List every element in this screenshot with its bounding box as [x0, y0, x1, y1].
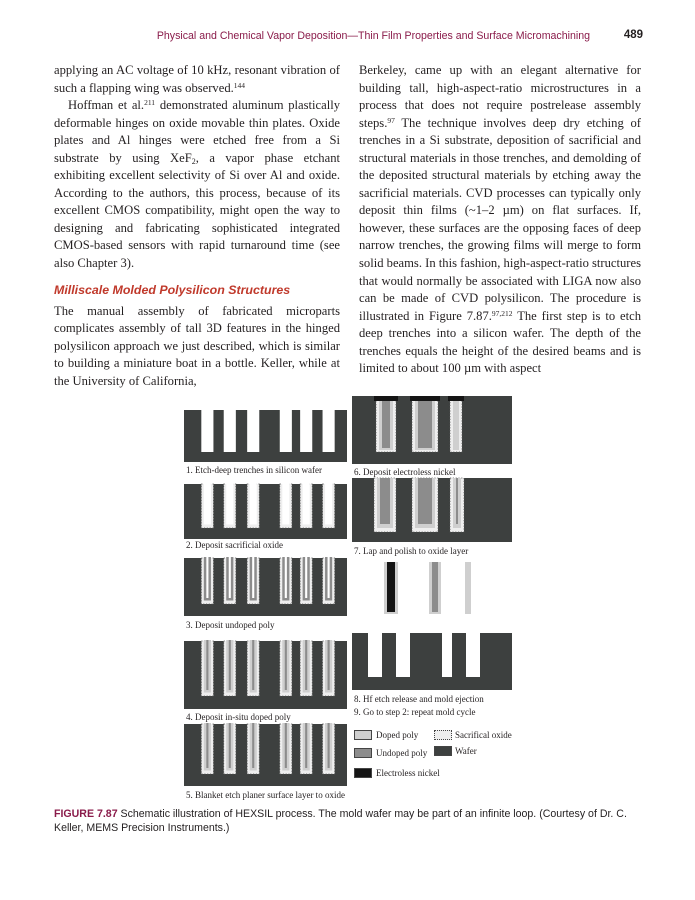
step3-trench-1-layer-3 — [206, 557, 208, 598]
step8-trench-4 — [466, 633, 480, 677]
legend-swatch-wafer — [434, 746, 452, 756]
step6-mold-doped-3 — [453, 398, 459, 450]
step4-trench-2-layer-3 — [229, 640, 231, 690]
legend-undoped-poly: Undoped poly — [376, 748, 428, 758]
step-2-label: 2. Deposit sacrificial oxide — [186, 540, 283, 550]
step-8-label: 8. Hf etch release and mold ejection — [354, 694, 484, 704]
legend-swatch-sacrificial-oxide — [434, 730, 452, 740]
step-3-label: 3. Deposit undoped poly — [186, 620, 275, 630]
step-1-label: 1. Etch-deep trenches in silicon wafer — [186, 465, 322, 475]
page-header — [0, 30, 695, 46]
step7-mold-undoped-1 — [380, 478, 390, 524]
step1-trench-6-layer-1 — [323, 410, 335, 452]
xef2-subscript: 2 — [191, 156, 196, 166]
step2-trench-6-layer-2 — [325, 483, 332, 525]
legend-swatch-electroless-nickel — [354, 768, 372, 778]
step8-trench-2 — [396, 633, 410, 677]
running-title: Physical and Chemical Vapor Deposition—Thin Film Properties and Surface Micromachining — [156, 30, 590, 42]
step8-trench-1 — [368, 633, 382, 677]
step6-mold-undoped-2 — [418, 400, 432, 448]
legend-doped-poly: Doped poly — [376, 730, 419, 740]
step-7-label: 7. Lap and polish to oxide layer — [354, 546, 469, 556]
right-paragraph-1 — [359, 62, 641, 378]
released-beam-3 — [465, 562, 471, 614]
left-p1-text: applying an AC voltage of 10 kHz, resonant vibration of such a flapping wing was observed. — [54, 63, 340, 95]
legend-electroless-nickel: Electroless nickel — [376, 768, 440, 778]
step3-trench-5-layer-3 — [305, 557, 307, 598]
step1-trench-2-layer-1 — [224, 410, 236, 452]
step1-trench-1-layer-1 — [201, 410, 213, 452]
citation-97-212: 97,212 — [491, 308, 513, 318]
step8-trench-3 — [442, 633, 452, 677]
step4-trench-5-layer-3 — [305, 640, 307, 690]
right-p1-text-b: The technique involves deep dry etching of trenches in a Si substrate, deposition of sacrificial and structural materials in those trenches, and demolding of the deposited structural materials by etching away the sacrificial materials. CVD processes can typically only deposit thin films (~1–2 µm) on flat surfaces. If, however, these surfaces are the opposing faces of deep narrow trenches, the growing films will merge to form solid beams. In this fashion, high-aspect-ratio structures that would normally be associated with LIGA now also can be made of CVD polysilicon. The procedure is illustrated in Figure 7.87. — [359, 115, 641, 323]
step2-trench-5-layer-2 — [303, 483, 310, 525]
step1-trench-3-layer-1 — [247, 410, 259, 452]
step2-trench-3-layer-2 — [250, 483, 257, 525]
figure-caption — [54, 807, 644, 835]
step6-nickel-cap-3 — [448, 396, 464, 401]
step3-trench-6-layer-3 — [328, 557, 330, 598]
step7-mold-undoped-3 — [456, 478, 458, 524]
legend-swatch-doped-poly — [354, 730, 372, 740]
section-heading: Milliscale Molded Polysilicon Structures — [54, 282, 291, 297]
step-6-label: 6. Deposit electroless nickel — [354, 467, 456, 477]
step2-trench-4-layer-2 — [282, 483, 289, 525]
legend-swatch-undoped-poly — [354, 748, 372, 758]
page-number: 489 — [623, 29, 643, 41]
step-9-label: 9. Go to step 2: repeat mold cycle — [354, 707, 476, 717]
step5-trench-2-layer-3 — [229, 723, 231, 768]
step3-trench-3-layer-3 — [252, 557, 254, 598]
caption-label: FIGURE 7.87 — [54, 808, 118, 820]
step4-trench-4-layer-3 — [285, 640, 287, 690]
citation-211: 211 — [144, 98, 156, 108]
step4-trench-6-layer-3 — [328, 640, 330, 690]
left-paragraph-2 — [54, 97, 340, 272]
left-column — [54, 62, 340, 390]
step4-trench-3-layer-3 — [252, 640, 254, 690]
step7-mold-undoped-2 — [418, 478, 432, 524]
step1-trench-5-layer-1 — [300, 410, 312, 452]
released-beam-core-1 — [387, 562, 395, 612]
step5-trench-1-layer-3 — [206, 723, 208, 768]
step6-nickel-cap-1 — [374, 396, 398, 401]
step5-trench-6-layer-3 — [328, 723, 330, 768]
legend-wafer: Wafer — [455, 746, 477, 756]
legend-sacrificial-oxide: Sacrifical oxide — [455, 730, 512, 740]
step5-trench-4-layer-3 — [285, 723, 287, 768]
caption-text: Schematic illustration of HEXSIL process. The mold wafer may be part of an infinite loop. (Courtesy of Dr. C. Keller, MEMS Precision Instruments.) — [54, 808, 627, 834]
citation-144: 144 — [233, 80, 246, 90]
step2-trench-1-layer-2 — [204, 483, 211, 525]
step3-trench-4-layer-3 — [285, 557, 287, 598]
released-beam-core-2 — [432, 562, 438, 612]
step5-trench-3-layer-3 — [252, 723, 254, 768]
left-p2-text-a: Hoffman et al. — [68, 98, 145, 113]
left-p2-text-b: demonstrated aluminum plastically deformable hinges on oxide movable thin plates. Oxide plates and Al hinges were etched free from a Si substrate by using XeF — [54, 98, 341, 165]
step4-trench-1-layer-3 — [206, 640, 208, 690]
step3-trench-2-layer-3 — [229, 557, 231, 598]
left-paragraph-1 — [54, 62, 340, 97]
step1-trench-4-layer-1 — [280, 410, 292, 452]
step5-trench-5-layer-3 — [305, 723, 307, 768]
hexsil-process-figure — [184, 396, 518, 800]
step6-mold-undoped-1 — [382, 400, 390, 448]
step-5-label: 5. Blanket etch planer surface layer to oxide — [186, 790, 345, 800]
left-paragraph-3: The manual assembly of fabricated microparts complicates assembly of tall 3D features in the hinged polysilicon approach we just described, which is similar to building a miniature boat in a bottle. Keller, while at the University of California, — [54, 303, 340, 388]
citation-97: 97 — [387, 115, 395, 125]
right-p1-text-a: Berkeley, came up with an elegant alternative for building tall, high-aspect-ratio microstructures in a process that does not require postrelease assembly steps. — [359, 63, 641, 130]
step-4-label: 4. Deposit in-situ doped poly — [186, 712, 291, 722]
step6-nickel-cap-2 — [410, 396, 440, 401]
step2-trench-2-layer-2 — [226, 483, 233, 525]
left-p2-text-c: , a vapor phase etchant exhibiting excellent selectivity of Si over Al and oxide. According to the authors, this process, because of its excellent CMOS compatibility, might open the way to designing and fabricating sophisticated integrated CMOS-based sensors with rapid turnaround time (see also Chapter 3). — [54, 150, 340, 271]
right-p1-text-c: The first step is to etch deep trenches into a silicon wafer. The depth of the trenches equals the height of the desired beams and is limited to about 100 µm with aspect — [359, 308, 641, 376]
right-column — [359, 62, 641, 378]
